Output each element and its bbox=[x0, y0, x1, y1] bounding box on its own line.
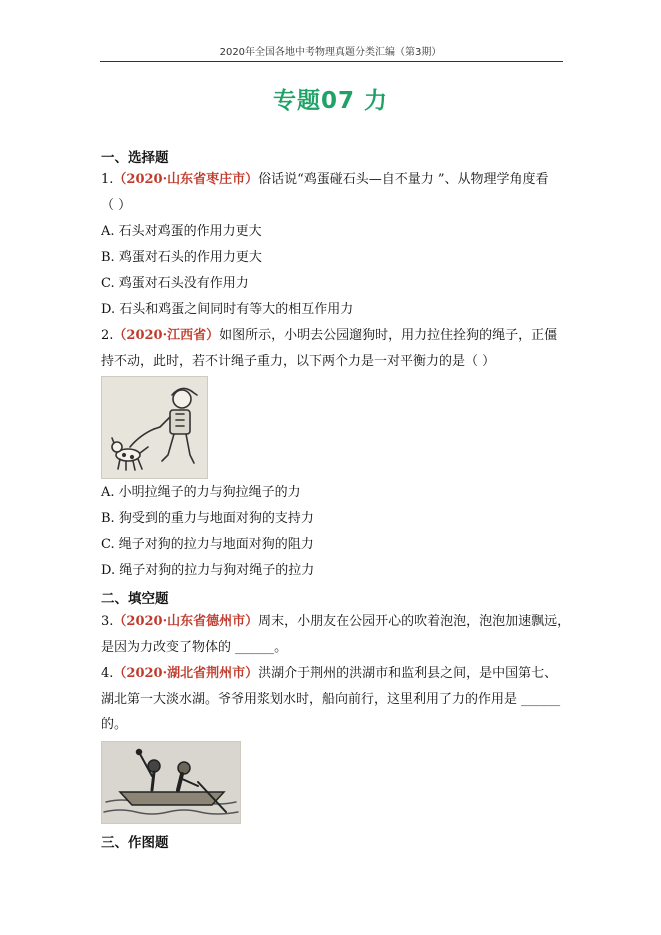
question-4 bbox=[101, 665, 557, 683]
question-3 bbox=[101, 613, 570, 631]
option-a: A. 小明拉绳子的力与狗拉绳子的力 bbox=[101, 485, 301, 500]
option-b: B. 狗受到的重力与地面对狗的支持力 bbox=[101, 511, 314, 526]
option-b: B. 鸡蛋对石头的作用力更大 bbox=[101, 250, 262, 265]
section-choice-heading: 一、选择题 bbox=[101, 150, 169, 166]
page-title: 专题07 力 bbox=[272, 88, 388, 114]
question-stem: 周末，小朋友在公园开心的吹着泡泡，泡泡加速飘远， bbox=[258, 614, 571, 629]
option-a: A. 石头对鸡蛋的作用力更大 bbox=[101, 224, 262, 239]
section-drawing-heading: 三、作图题 bbox=[101, 835, 169, 851]
question-source: （2020·山东省枣庄市） bbox=[113, 172, 259, 187]
page-header: 2020年全国各地中考物理真题分类汇编（第3期） bbox=[219, 47, 442, 58]
question-2 bbox=[101, 327, 557, 345]
question-1 bbox=[101, 171, 549, 189]
question-source: （2020·江西省） bbox=[113, 328, 220, 343]
header-divider bbox=[100, 61, 563, 62]
question-stem: 洪湖介于荆州的洪湖市和监利县之间，是中国第七、 bbox=[258, 666, 558, 681]
section-fill-heading: 二、填空题 bbox=[101, 591, 169, 607]
dog-walking-figure bbox=[101, 376, 208, 479]
question-3-cont: 是因为力改变了物体的 ______。 bbox=[101, 640, 288, 655]
question-4-end: 的。 bbox=[101, 717, 128, 732]
question-source: （2020·山东省德州市） bbox=[113, 614, 259, 629]
grandpa-rowing-boat-illustration bbox=[102, 742, 240, 823]
boy-walking-dog-illustration bbox=[102, 377, 207, 478]
answer-paren: （ ） bbox=[101, 198, 132, 213]
option-d: D. 绳子对狗的拉力与狗对绳子的拉力 bbox=[101, 563, 315, 578]
question-number: 4. bbox=[101, 666, 114, 681]
question-2-cont: 持不动，此时，若不计绳子重力，以下两个力是一对平衡力的是（ ） bbox=[101, 354, 496, 369]
option-c: C. 绳子对狗的拉力与地面对狗的阻力 bbox=[101, 537, 314, 552]
question-number: 3. bbox=[101, 614, 114, 629]
question-stem: 如图所示，小明去公园遛狗时，用力拉住拴狗的绳子，正僵 bbox=[219, 328, 558, 343]
question-4-cont: 湖北第一大淡水湖。爷爷用浆划水时，船向前行，这里利用了力的作用是 ______ bbox=[101, 692, 561, 707]
question-number: 1. bbox=[101, 172, 114, 187]
option-d: D. 石头和鸡蛋之间同时有等大的相互作用力 bbox=[101, 302, 354, 317]
boat-rowing-figure bbox=[101, 741, 241, 824]
question-number: 2. bbox=[101, 328, 114, 343]
option-c: C. 鸡蛋对石头没有作用力 bbox=[101, 276, 249, 291]
question-source: （2020·湖北省荆州市） bbox=[113, 666, 259, 681]
question-stem: 俗话说“鸡蛋碰石头—自不量力 ”、从物理学角度看 bbox=[258, 172, 549, 187]
